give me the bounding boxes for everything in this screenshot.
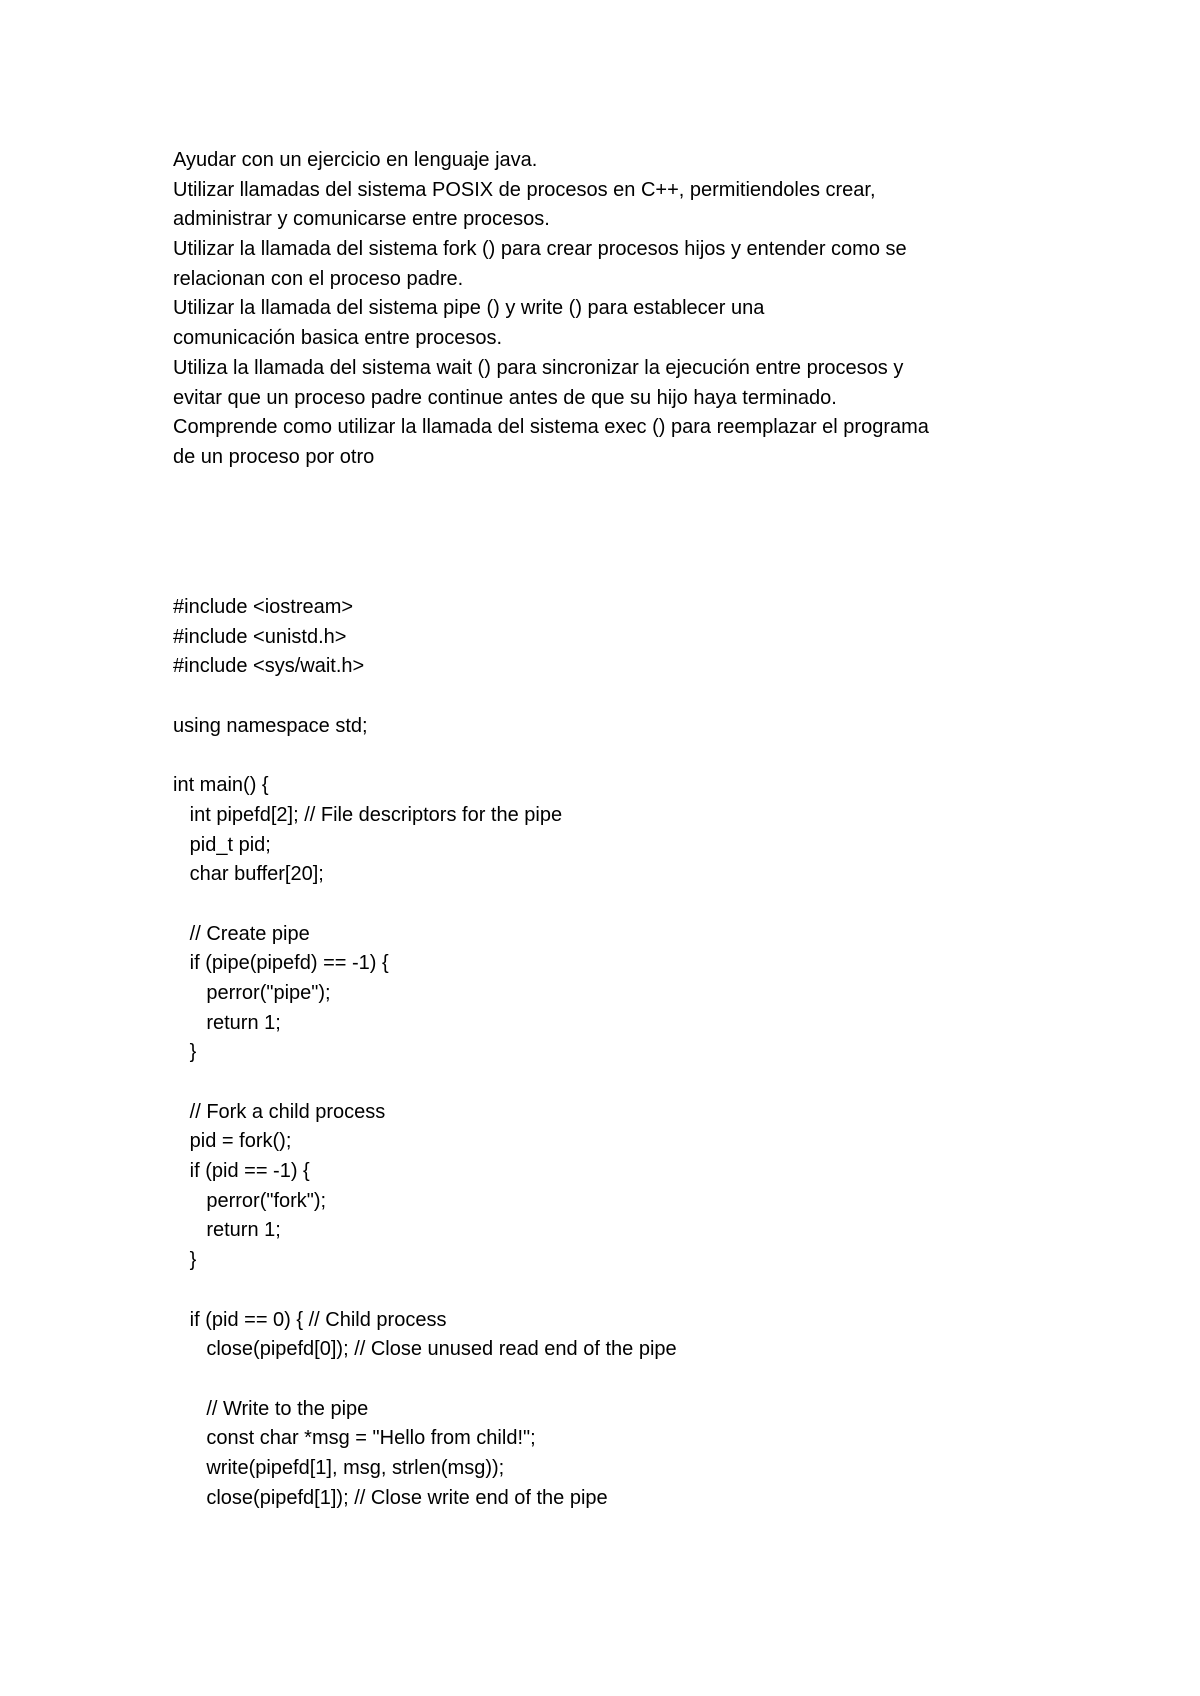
- code-line: [173, 741, 1053, 771]
- code-line: // Fork a child process: [173, 1100, 386, 1123]
- code-line: return 1;: [173, 1219, 281, 1242]
- intro-line: Ayudar con un ejercicio en lenguaje java.: [173, 149, 538, 171]
- intro-line: Utilizar llamadas del sistema POSIX de procesos en C++, permitiendoles crear,: [173, 178, 876, 201]
- code-line: pid_t pid;: [173, 833, 271, 856]
- code-line: }: [173, 1249, 197, 1272]
- code-line: [173, 682, 1053, 712]
- code-line: const char *msg = "Hello from child!";: [173, 1427, 536, 1450]
- code-line: #include <unistd.h>: [173, 625, 347, 648]
- code-line: [173, 890, 1053, 920]
- intro-line: de un proceso por otro: [173, 445, 375, 468]
- intro-line: Utilizar la llamada del sistema pipe () y write () para establecer una: [173, 297, 765, 320]
- intro-line: evitar que un proceso padre continue antes de que su hijo haya terminado.: [173, 386, 837, 409]
- code-line: char buffer[20];: [173, 863, 324, 886]
- intro-line: administrar y comunicarse entre procesos.: [173, 208, 550, 231]
- code-line: perror("fork");: [173, 1189, 327, 1212]
- code-line: perror("pipe");: [173, 981, 331, 1004]
- intro-paragraph: [173, 146, 1053, 473]
- code-line: }: [173, 1041, 197, 1064]
- code-line: using namespace std;: [173, 714, 368, 737]
- code-line: close(pipefd[1]); // Close write end of the pipe: [173, 1486, 608, 1509]
- intro-line: Utilizar la llamada del sistema fork () para crear procesos hijos y entender como se: [173, 238, 907, 261]
- code-line: // Write to the pipe: [173, 1397, 369, 1420]
- code-line: [173, 1365, 1053, 1395]
- code-line: int pipefd[2]; // File descriptors for the pipe: [173, 803, 563, 826]
- code-line: [173, 1276, 1053, 1306]
- intro-line: Comprende como utilizar la llamada del sistema exec () para reemplazar el programa: [173, 416, 929, 439]
- code-line: [173, 1068, 1053, 1098]
- code-line: write(pipefd[1], msg, strlen(msg));: [173, 1456, 505, 1479]
- code-line: pid = fork();: [173, 1130, 292, 1153]
- code-listing: [173, 593, 1053, 1513]
- code-line: if (pid == -1) {: [173, 1160, 310, 1183]
- code-line: #include <sys/wait.h>: [173, 655, 365, 678]
- code-line: if (pid == 0) { // Child process: [173, 1308, 447, 1331]
- code-line: return 1;: [173, 1011, 281, 1034]
- code-line: close(pipefd[0]); // Close unused read end of the pipe: [173, 1338, 677, 1361]
- intro-line: comunicación basica entre procesos.: [173, 327, 503, 350]
- code-line: #include <iostream>: [173, 596, 354, 618]
- intro-line: relacionan con el proceso padre.: [173, 267, 464, 290]
- intro-line: Utiliza la llamada del sistema wait () para sincronizar la ejecución entre procesos y: [173, 356, 904, 379]
- code-line: int main() {: [173, 774, 269, 797]
- code-line: // Create pipe: [173, 922, 310, 945]
- code-line: if (pipe(pipefd) == -1) {: [173, 952, 389, 975]
